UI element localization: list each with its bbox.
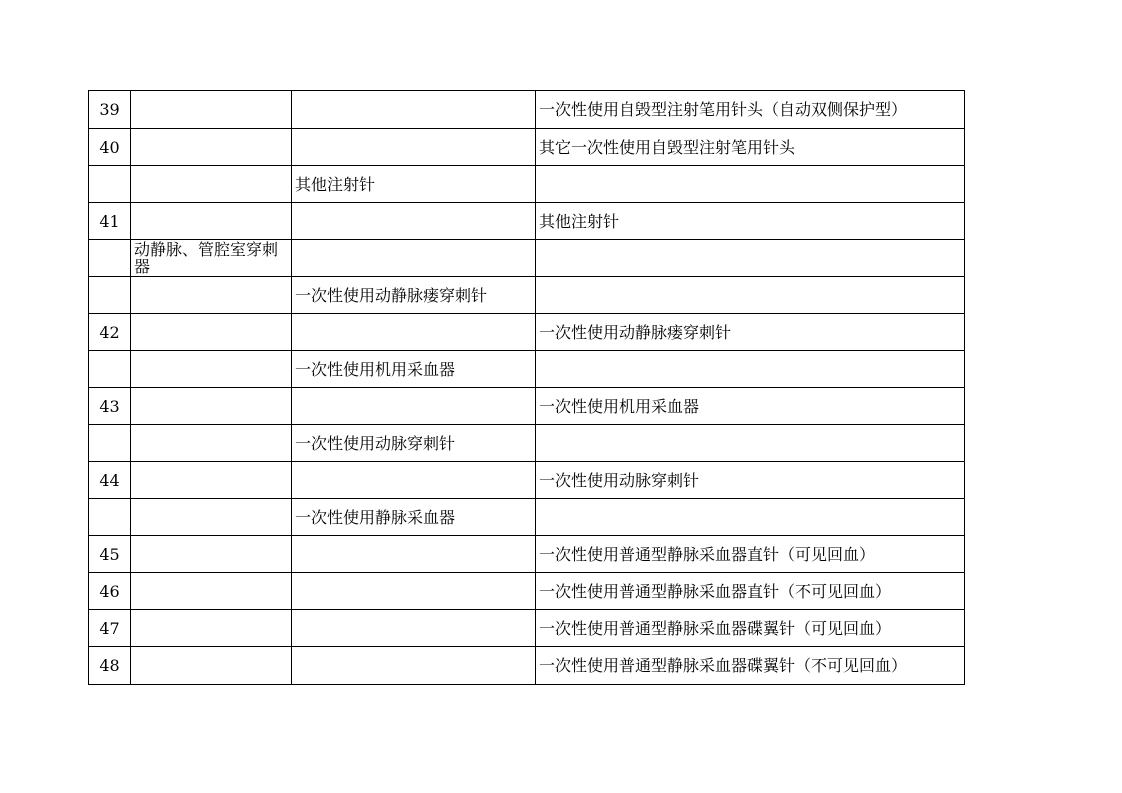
table-row <box>89 536 965 573</box>
row-number-cell[interactable]: 41 <box>89 203 131 240</box>
category-cell[interactable] <box>131 425 292 462</box>
row-number-cell[interactable] <box>89 166 131 203</box>
category-cell[interactable] <box>131 388 292 425</box>
category-cell[interactable] <box>131 277 292 314</box>
row-number-cell[interactable]: 43 <box>89 388 131 425</box>
category-cell[interactable] <box>131 351 292 388</box>
row-number-cell[interactable]: 46 <box>89 573 131 610</box>
product-name-cell[interactable] <box>536 277 965 314</box>
product-name-cell[interactable]: 一次性使用普通型静脉采血器直针（不可见回血） <box>536 573 965 610</box>
row-number-cell[interactable]: 48 <box>89 647 131 685</box>
category-cell[interactable] <box>131 129 292 166</box>
row-number-cell[interactable]: 42 <box>89 314 131 351</box>
subcategory-cell[interactable]: 一次性使用动静脉瘘穿刺针 <box>292 277 536 314</box>
row-number-cell[interactable] <box>89 277 131 314</box>
category-cell[interactable] <box>131 610 292 647</box>
category-cell[interactable] <box>131 647 292 685</box>
product-name-cell[interactable]: 一次性使用自毁型注射笔用针头（自动双侧保护型） <box>536 91 965 129</box>
product-name-cell[interactable]: 一次性使用普通型静脉采血器碟翼针（可见回血） <box>536 610 965 647</box>
table-row <box>89 462 965 499</box>
category-cell[interactable] <box>131 314 292 351</box>
table-row <box>89 277 965 314</box>
row-number-cell[interactable]: 45 <box>89 536 131 573</box>
category-cell[interactable]: 动静脉、管腔室穿刺器 <box>131 240 292 277</box>
row-number-cell[interactable]: 44 <box>89 462 131 499</box>
subcategory-cell[interactable]: 一次性使用机用采血器 <box>292 351 536 388</box>
row-number-cell[interactable] <box>89 499 131 536</box>
product-name-cell[interactable]: 一次性使用普通型静脉采血器直针（可见回血） <box>536 536 965 573</box>
product-name-cell[interactable]: 其它一次性使用自毁型注射笔用针头 <box>536 129 965 166</box>
row-number-cell[interactable] <box>89 240 131 277</box>
product-name-cell[interactable]: 一次性使用动脉穿刺针 <box>536 462 965 499</box>
subcategory-cell[interactable]: 其他注射针 <box>292 166 536 203</box>
table-row <box>89 351 965 388</box>
table-row <box>89 425 965 462</box>
product-name-cell[interactable]: 一次性使用普通型静脉采血器碟翼针（不可见回血） <box>536 647 965 685</box>
product-name-cell[interactable] <box>536 351 965 388</box>
subcategory-cell[interactable] <box>292 610 536 647</box>
subcategory-cell[interactable] <box>292 647 536 685</box>
subcategory-cell[interactable] <box>292 462 536 499</box>
table-row <box>89 240 965 277</box>
table-row <box>89 499 965 536</box>
table-row <box>89 647 965 685</box>
product-name-cell[interactable]: 一次性使用机用采血器 <box>536 388 965 425</box>
product-name-cell[interactable]: 一次性使用动静脉瘘穿刺针 <box>536 314 965 351</box>
subcategory-cell[interactable] <box>292 240 536 277</box>
row-number-cell[interactable] <box>89 425 131 462</box>
product-name-cell[interactable] <box>536 240 965 277</box>
product-name-cell[interactable]: 其他注射针 <box>536 203 965 240</box>
category-cell[interactable] <box>131 462 292 499</box>
product-name-cell[interactable] <box>536 425 965 462</box>
row-number-cell[interactable]: 47 <box>89 610 131 647</box>
subcategory-cell[interactable] <box>292 536 536 573</box>
row-number-cell[interactable]: 39 <box>89 91 131 129</box>
table-body <box>89 91 965 685</box>
subcategory-cell[interactable]: 一次性使用静脉采血器 <box>292 499 536 536</box>
row-number-cell[interactable]: 40 <box>89 129 131 166</box>
table-row <box>89 573 965 610</box>
table-row <box>89 203 965 240</box>
category-cell[interactable] <box>131 573 292 610</box>
subcategory-cell[interactable] <box>292 129 536 166</box>
product-name-cell[interactable] <box>536 166 965 203</box>
category-cell[interactable] <box>131 536 292 573</box>
category-cell[interactable] <box>131 166 292 203</box>
subcategory-cell[interactable] <box>292 573 536 610</box>
table-row <box>89 166 965 203</box>
category-cell[interactable] <box>131 91 292 129</box>
subcategory-cell[interactable] <box>292 91 536 129</box>
subcategory-cell[interactable] <box>292 388 536 425</box>
spreadsheet-table <box>88 90 965 685</box>
product-name-cell[interactable] <box>536 499 965 536</box>
table-row <box>89 388 965 425</box>
table-row <box>89 610 965 647</box>
table-row <box>89 129 965 166</box>
row-number-cell[interactable] <box>89 351 131 388</box>
subcategory-cell[interactable]: 一次性使用动脉穿刺针 <box>292 425 536 462</box>
category-cell[interactable] <box>131 203 292 240</box>
subcategory-cell[interactable] <box>292 314 536 351</box>
table-row <box>89 314 965 351</box>
category-cell[interactable] <box>131 499 292 536</box>
subcategory-cell[interactable] <box>292 203 536 240</box>
table-row <box>89 91 965 129</box>
